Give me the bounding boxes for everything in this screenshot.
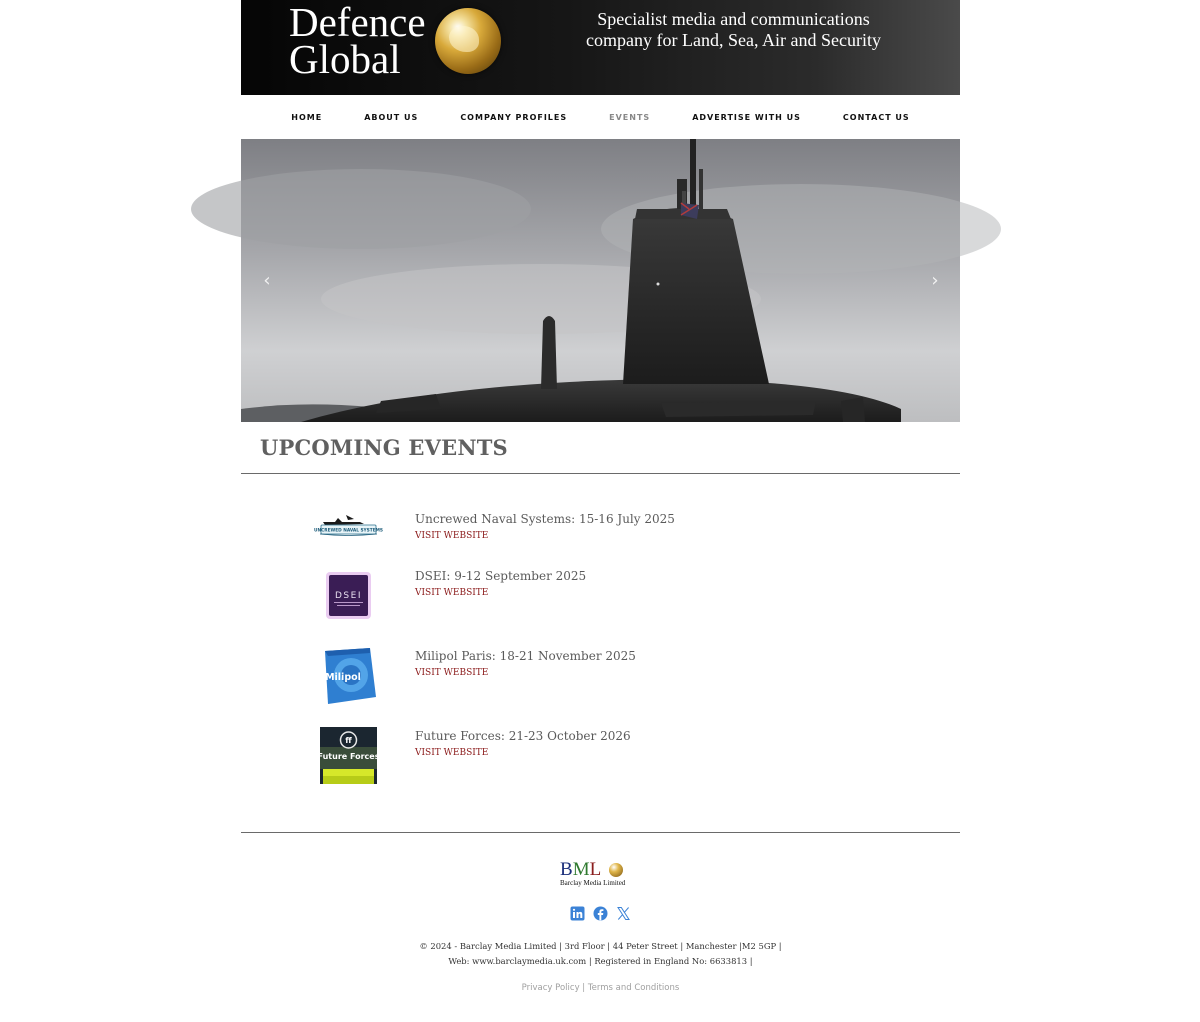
visit-website-link[interactable]: VISIT WEBSITE xyxy=(415,588,489,598)
footer-divider xyxy=(241,832,960,833)
privacy-policy-link[interactable]: Privacy Policy xyxy=(521,983,580,993)
event-item xyxy=(317,727,920,787)
section-divider xyxy=(241,473,960,474)
link-separator: | xyxy=(579,983,588,993)
facebook-icon xyxy=(593,906,608,921)
bml-letter-l: L xyxy=(589,859,602,880)
main-nav xyxy=(241,95,960,139)
facebook-icon[interactable] xyxy=(593,906,608,921)
footer-legal-line-2: Web: www.barclaymedia.uk.com | Registered in England No: 6633813 | xyxy=(448,956,753,966)
slider-next-arrow[interactable] xyxy=(925,269,945,293)
bml-letter-m: M xyxy=(572,859,590,880)
visit-website-link[interactable]: VISIT WEBSITE xyxy=(415,748,489,758)
footer-legal-line-1: © 2024 - Barclay Media Limited | 3rd Floor | 44 Peter Street | Manchester |M2 5GP | xyxy=(419,941,782,951)
bml-letter-b: B xyxy=(560,859,573,880)
nav-item-about-us[interactable]: ABOUT US xyxy=(364,112,419,122)
linkedin-icon[interactable] xyxy=(570,906,585,921)
bml-logo[interactable] xyxy=(560,860,640,890)
nav-item-events[interactable]: EVENTS xyxy=(609,112,651,122)
event-logo-milipol[interactable] xyxy=(320,647,377,704)
logo-line-1: Defence xyxy=(289,0,426,45)
hero-slider xyxy=(241,139,960,422)
header-tagline: Specialist media and communications company for Land, Sea, Air and Security xyxy=(586,9,881,50)
event-logo-text: Future Forces xyxy=(317,752,380,761)
svg-text:ff: ff xyxy=(345,736,352,745)
event-title: Future Forces: 21-23 October 2026 xyxy=(415,729,631,743)
nav-item-advertise-with-us[interactable]: ADVERTISE WITH US xyxy=(692,112,801,122)
logo-line-2: Global xyxy=(289,36,401,82)
terms-and-conditions-link[interactable]: Terms and Conditions xyxy=(587,983,680,993)
event-title: DSEI: 9-12 September 2025 xyxy=(415,569,587,583)
nav-item-contact-us[interactable]: CONTACT US xyxy=(842,112,910,122)
site-header xyxy=(241,0,960,95)
event-logo-text: Milipol xyxy=(325,672,361,683)
event-item xyxy=(314,510,920,570)
visit-website-link[interactable]: VISIT WEBSITE xyxy=(415,668,489,678)
visit-website-link[interactable]: VISIT WEBSITE xyxy=(415,531,489,541)
page xyxy=(241,0,960,1022)
globe-icon xyxy=(435,8,501,74)
x-icon xyxy=(616,906,631,921)
event-logo-text: DSEI xyxy=(335,591,362,601)
event-title: Uncrewed Naval Systems: 15-16 July 2025 xyxy=(415,512,675,526)
event-item xyxy=(320,567,920,627)
linkedin-icon xyxy=(570,906,585,921)
site-logo[interactable] xyxy=(289,0,426,82)
event-logo-dsei[interactable] xyxy=(320,567,377,624)
event-item xyxy=(320,647,920,707)
x-icon[interactable] xyxy=(616,906,631,921)
bml-subtitle: Barclay Media Limited xyxy=(560,879,626,887)
event-title: Milipol Paris: 18-21 November 2025 xyxy=(415,649,636,663)
footer-policy-links xyxy=(241,983,960,993)
chevron-right-icon: › xyxy=(931,270,939,291)
submarine-image xyxy=(241,139,960,422)
nav-item-company-profiles[interactable]: COMPANY PROFILES xyxy=(460,112,568,122)
bml-letters xyxy=(560,860,601,880)
event-logo-uncrewed-naval-systems[interactable] xyxy=(314,510,383,567)
chevron-left-icon: ‹ xyxy=(263,270,271,291)
slider-prev-arrow[interactable] xyxy=(257,269,277,293)
globe-icon xyxy=(609,863,623,877)
page-title: UPCOMING EVENTS xyxy=(260,435,508,460)
event-logo-text: UNCREWED NAVAL SYSTEMS xyxy=(314,528,383,534)
nav-item-home[interactable]: HOME xyxy=(291,112,323,122)
event-logo-future-forces[interactable] xyxy=(317,727,380,784)
